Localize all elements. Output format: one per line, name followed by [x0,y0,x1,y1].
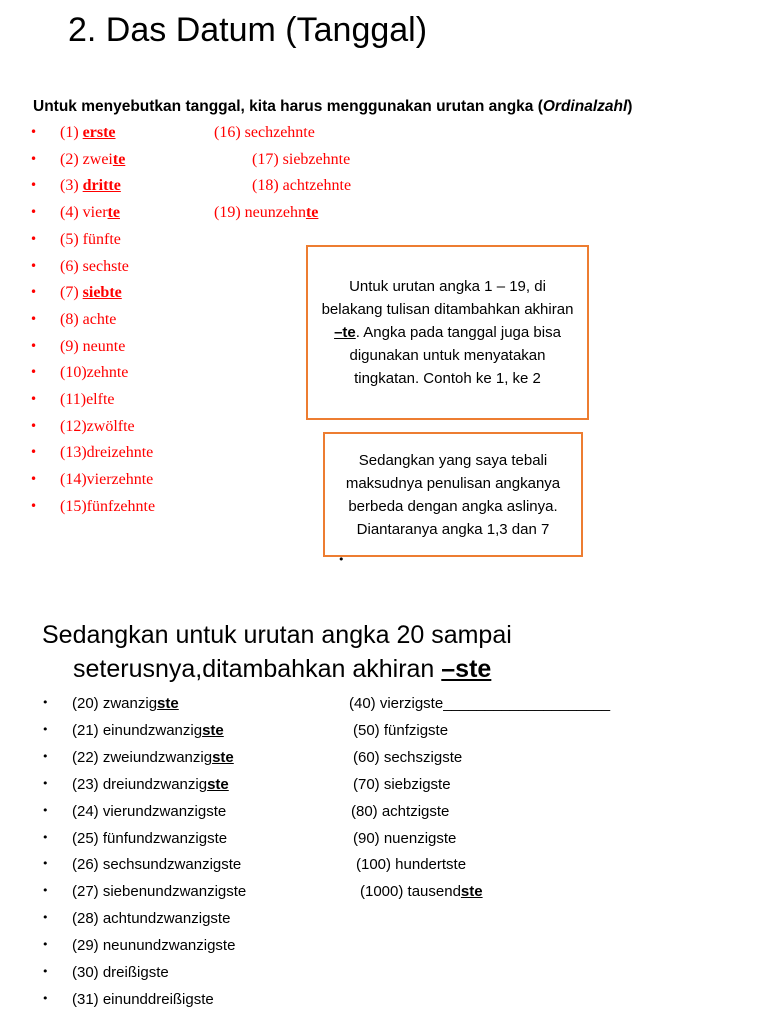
page-title: 2. Das Datum (Tanggal) [68,11,428,49]
list-item [60,310,116,330]
list-item [353,829,456,849]
item-text: (29) neunundzwanzigste [72,937,236,955]
list-item [72,963,169,983]
heading-line2 [42,652,742,686]
list-bullet: • [30,231,38,246]
item-bold-suffix: ste [207,775,229,793]
item-text: (90) nuenzigste [353,829,457,847]
item-text: (1000) tausend [360,883,461,901]
section-heading-ste [42,618,742,686]
list-bullet: • [42,722,49,736]
list-bullet: • [30,125,38,139]
list-bullet: • [42,965,49,978]
list-item [349,694,610,714]
list-item [72,775,229,795]
list-item [60,363,128,383]
item-text: (19) neunzehn [214,204,306,222]
item-bold-suffix: dritte [82,177,121,195]
list-item [60,497,155,517]
list-item [72,802,226,822]
item-text: (70) siebzigste [353,775,451,793]
note-suffix-bold: –te [334,324,356,341]
item-text: (5) fünfte [60,230,121,248]
list-bullet: • [30,258,38,273]
item-bold-suffix: te [112,150,126,168]
list-bullet: • [30,498,38,513]
item-text: (80) achtzigste [351,802,450,820]
item-text: (60) sechszigste [353,748,463,766]
list-bullet: • [30,205,38,220]
item-text: (20) zwanzig [72,695,158,712]
item-text: (10)zehnte [60,364,129,382]
item-text: (22) zweiundzwanzig [72,748,213,766]
list-item [72,829,227,849]
item-text: (16) sechzehnte [214,124,315,141]
list-bullet: • [30,338,38,353]
list-bullet: • [30,151,38,166]
item-text: (50) fünfzigste [353,721,449,739]
item-bold-suffix: ste [157,695,179,712]
item-text: (21) einundzwanzig [72,721,203,739]
item-text: (12)zwölfte [60,417,135,435]
list-item [60,203,120,223]
list-bullet: • [42,830,49,844]
item-text: (9) neunte [60,337,126,355]
list-item [214,203,318,223]
list-bullet: • [30,311,38,326]
item-text: (8) achte [60,310,117,328]
item-text: (28) achtundzwanzigste [72,910,231,928]
item-text: (27) siebenundzwanzigste [72,883,247,901]
list-item [72,882,246,902]
item-text: (14)vierzehnte [60,471,154,489]
list-item [72,694,179,714]
item-text: (30) dreißigste [72,964,169,981]
item-bold-suffix: te [305,204,319,222]
list-bullet: • [30,285,38,300]
list-item [60,337,125,357]
list-bullet: • [42,803,49,817]
list-item [72,990,214,1010]
item-text: (100) hundertste [356,856,467,874]
item-text: (31) einunddreißigste [72,990,214,1008]
item-bold-suffix: ste [212,748,234,766]
item-text: (24) vierundzwanzigste [72,802,227,820]
list-bullet: • [30,418,38,433]
list-item [252,176,351,196]
intro-prefix: Untuk menyebutkan tanggal, kita harus menggunakan urutan angka ( [33,98,543,115]
item-text: (6) sechste [60,257,129,275]
list-item [351,802,449,822]
item-text: (40) vierzigste____________________ [349,695,611,712]
list-item [60,150,125,170]
list-item [60,176,121,196]
list-bullet: • [30,472,38,487]
note-text: Untuk urutan angka 1 – 19, di belakang tulisan ditambahkan akhiran [321,278,574,318]
list-item [60,470,153,490]
list-bullet: • [30,365,38,380]
intro-italic: Ordinalzahl [542,98,628,115]
list-item [72,748,234,768]
list-item [252,150,350,170]
list-bullet: • [42,696,49,709]
list-item [60,230,121,250]
item-text: (11)elfte [60,391,115,408]
item-text: (4) vier [60,204,108,222]
heading-line2-text: seterusnya,ditambahkan akhiran [73,655,442,683]
item-bold-suffix: ste [202,721,224,739]
stray-bullet: • [338,553,345,566]
intro-suffix: ) [627,98,633,115]
item-text: (23) dreiundzwanzig [72,775,208,793]
item-text: (15)fünfzehnte [60,497,156,515]
item-text: (18) achtzehnte [252,177,352,195]
list-bullet: • [42,857,49,871]
intro-sentence [33,96,632,118]
list-item [60,283,122,303]
item-bold-suffix: siebte [82,284,122,302]
list-item [60,417,135,437]
item-text: (25) fünfundzwanzigste [72,829,228,847]
item-text: (26) sechsundzwanzigste [72,856,242,874]
item-bold-suffix: ste [460,883,483,901]
item-text: (13)dreizehnte [60,444,154,462]
list-bullet: • [42,884,49,898]
item-text: (3) [60,177,83,195]
list-bullet: • [42,776,49,790]
note-text-end: . Angka pada tanggal juga bisa digunakan untuk menyatakan tingkatan. Contoh ke 1, ke 2 [349,324,561,387]
item-bold-suffix: erste [82,124,116,141]
list-item [60,257,129,277]
list-bullet: • [42,938,49,952]
list-item [72,936,235,956]
list-item [214,123,315,143]
list-item [60,443,153,463]
item-bold-suffix: te [107,204,120,222]
list-bullet: • [42,911,49,925]
list-item [353,775,451,795]
list-item [360,882,483,902]
note2-text: Sedangkan yang saya tebali maksudnya penulisan angkanya berbeda dengan angka aslinya. Diantaranya angka 1,3 dan 7 [345,451,561,538]
item-text: (1) [60,124,83,141]
list-item [72,909,230,929]
list-bullet: • [42,749,49,763]
list-item [353,748,462,768]
note-box-te-suffix [306,245,589,420]
item-text: (17) siebzehnte [252,150,351,168]
list-bullet: • [30,392,38,406]
list-item [356,855,466,875]
list-item [60,390,114,410]
note-box-bold-explanation [323,432,583,557]
list-bullet: • [30,445,38,460]
list-bullet: • [42,991,49,1005]
item-text: (7) [60,284,83,302]
item-text: (2) zwei [60,150,113,168]
heading-line1: Sedangkan untuk urutan angka 20 sampai [42,621,512,649]
list-item [353,721,448,741]
list-item [72,721,224,741]
list-item [60,123,116,143]
heading-suffix-bold: –ste [441,655,492,683]
list-bullet: • [30,178,38,193]
list-item [72,855,241,875]
